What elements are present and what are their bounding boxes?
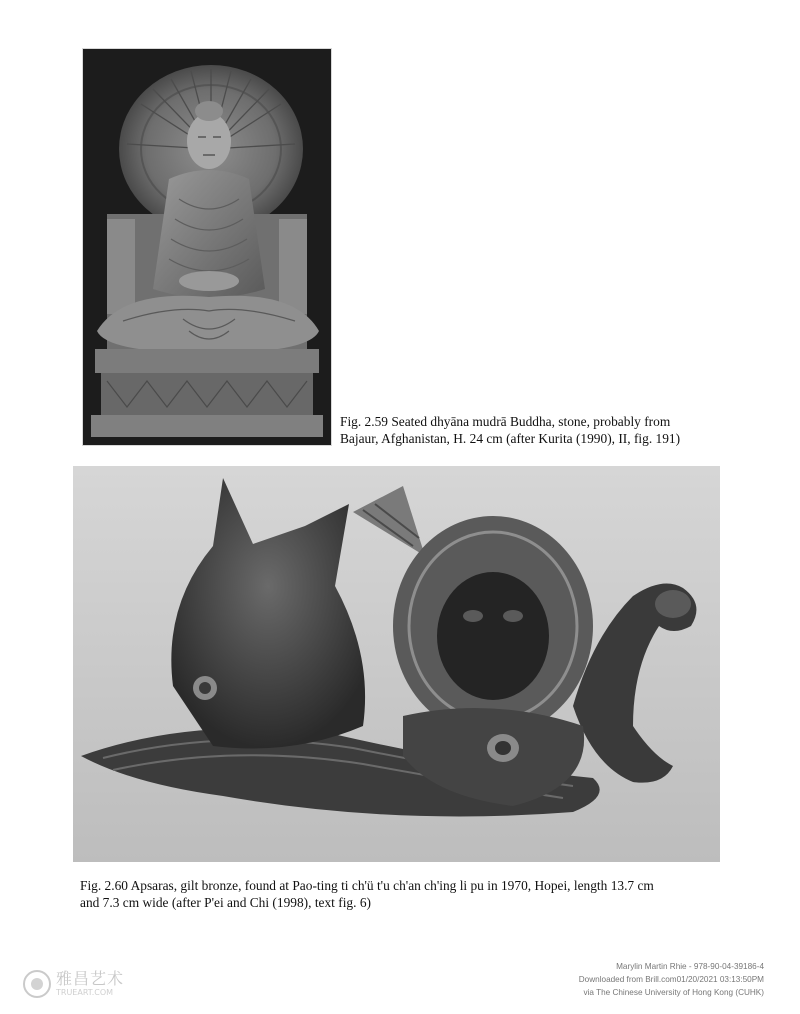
figure-2-60-photo <box>73 466 720 862</box>
figure-2-59-photo <box>82 48 332 446</box>
trueart-logo-icon <box>22 969 52 999</box>
figure-2-60-caption <box>80 877 760 911</box>
watermark-en: TRUEART.COM <box>56 988 114 997</box>
caption-line: Fig. 2.59 Seated dhyāna mudrā Buddha, stone, probably from <box>340 414 671 429</box>
caption-line: Fig. 2.60 Apsaras, gilt bronze, found at Pao-ting ti ch'ü t'u ch'an ch'ing li pu in 1970, Hopei, length 13.7 cm <box>80 878 654 893</box>
attribution-line: Downloaded from Brill.com01/20/2021 03:13:50PM <box>578 975 764 984</box>
attribution-line: via The Chinese University of Hong Kong (CUHK) <box>583 988 764 997</box>
watermark-cn: 雅昌艺术 <box>56 969 125 988</box>
trueart-watermark <box>22 966 142 1002</box>
apsaras-bronze-image <box>73 466 720 862</box>
download-attribution <box>464 960 764 999</box>
figure-2-59-caption <box>340 413 740 447</box>
seated-buddha-image <box>83 49 331 445</box>
attribution-line: Marylin Martin Rhie - 978-90-04-39186-4 <box>616 962 764 971</box>
caption-line: Bajaur, Afghanistan, H. 24 cm (after Kurita (1990), II, fig. 191) <box>340 431 681 446</box>
caption-line: and 7.3 cm wide (after P'ei and Chi (1998), text fig. 6) <box>80 895 371 910</box>
